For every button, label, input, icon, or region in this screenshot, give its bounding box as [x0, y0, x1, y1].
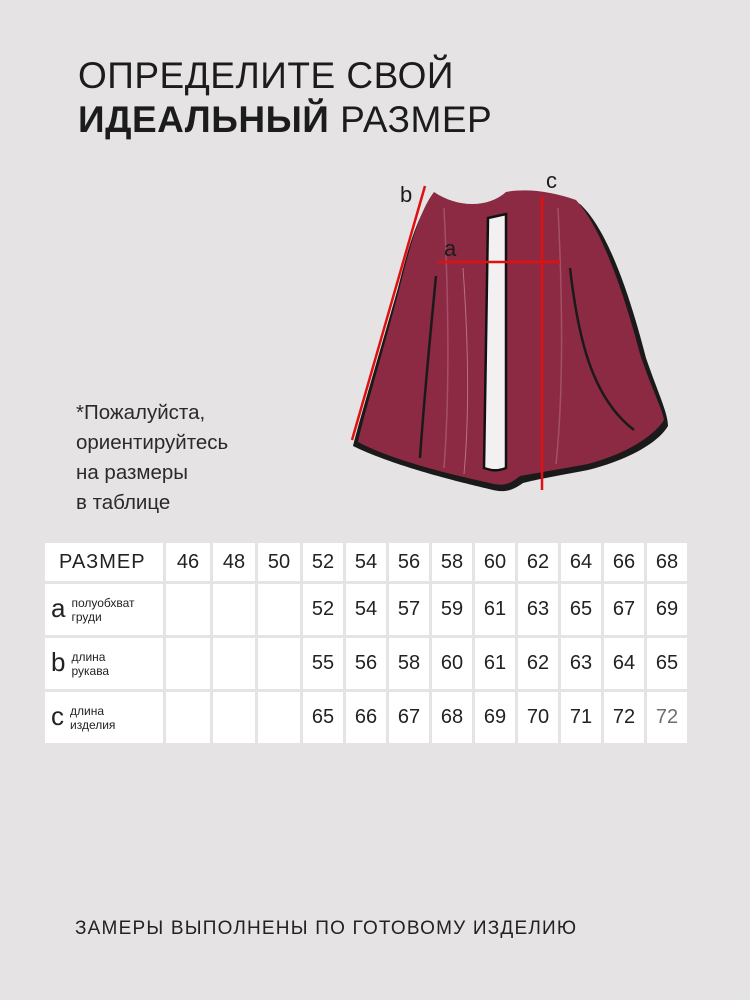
header-label: РАЗМЕР — [59, 550, 146, 573]
row-desc-line-2: груди — [71, 609, 102, 624]
value-cell: 62 — [518, 638, 558, 689]
value-cell — [258, 638, 300, 689]
size-cell: 48 — [213, 543, 255, 581]
note-line-3: на размеры — [76, 461, 189, 484]
value-cell: 68 — [432, 692, 472, 743]
page-title — [78, 54, 492, 142]
value-cell: 69 — [475, 692, 515, 743]
value-cell: 59 — [432, 584, 472, 635]
value-cell: 52 — [303, 584, 343, 635]
row-label-cell — [45, 638, 163, 689]
value-cell: 58 — [389, 638, 429, 689]
size-cell: 54 — [346, 543, 386, 581]
table-row — [45, 638, 687, 689]
size-cell: 60 — [475, 543, 515, 581]
title-rest-word: РАЗМЕР — [329, 99, 493, 140]
size-cell: 50 — [258, 543, 300, 581]
value-cell — [166, 638, 210, 689]
table-row — [45, 584, 687, 635]
row-desc-line-1: длина — [70, 703, 105, 718]
jacket-body — [358, 190, 664, 484]
row-letter: c — [51, 700, 64, 731]
title-bold-word: ИДЕАЛЬНЫЙ — [78, 99, 330, 140]
note-line-4: в таблице — [76, 491, 171, 514]
row-desc-line-2: рукава — [71, 663, 110, 678]
value-cell — [258, 584, 300, 635]
row-desc-line-2: изделия — [70, 717, 116, 732]
title-line-1: ОПРЕДЕЛИТЕ СВОЙ — [78, 55, 454, 96]
header-label-cell — [45, 543, 163, 581]
size-cell: 56 — [389, 543, 429, 581]
value-cell: 54 — [346, 584, 386, 635]
size-table — [42, 540, 690, 746]
value-cell: 56 — [346, 638, 386, 689]
value-cell: 72 — [647, 692, 687, 743]
value-cell — [258, 692, 300, 743]
footer-note: ЗАМЕРЫ ВЫПОЛНЕНЫ ПО ГОТОВОМУ ИЗДЕЛИЮ — [75, 918, 578, 939]
size-header-row — [45, 543, 687, 581]
value-cell — [166, 692, 210, 743]
value-cell: 67 — [389, 692, 429, 743]
value-cell — [213, 638, 255, 689]
value-cell: 71 — [561, 692, 601, 743]
label-b: b — [400, 182, 413, 207]
value-cell: 61 — [475, 584, 515, 635]
value-cell: 55 — [303, 638, 343, 689]
size-cell: 62 — [518, 543, 558, 581]
value-cell: 60 — [432, 638, 472, 689]
size-cell: 58 — [432, 543, 472, 581]
row-letter: a — [51, 592, 66, 623]
row-desc-line-1: полуобхват — [71, 595, 135, 610]
jacket-opening — [484, 214, 506, 470]
table-row — [45, 692, 687, 743]
size-cell: 52 — [303, 543, 343, 581]
value-cell: 57 — [389, 584, 429, 635]
row-label-cell — [45, 692, 163, 743]
value-cell: 63 — [518, 584, 558, 635]
value-cell — [213, 584, 255, 635]
label-c: c — [546, 168, 557, 193]
size-cell: 46 — [166, 543, 210, 581]
jacket-measurement-diagram — [338, 168, 683, 498]
title-line-2 — [78, 98, 492, 142]
value-cell: 65 — [561, 584, 601, 635]
row-desc-line-1: длина — [71, 649, 106, 664]
value-cell: 65 — [303, 692, 343, 743]
value-cell — [166, 584, 210, 635]
value-cell: 63 — [561, 638, 601, 689]
note-line-1: *Пожалуйста, — [76, 401, 206, 424]
value-cell: 70 — [518, 692, 558, 743]
value-cell: 69 — [647, 584, 687, 635]
size-note — [76, 398, 228, 518]
size-cell: 64 — [561, 543, 601, 581]
value-cell: 65 — [647, 638, 687, 689]
value-cell: 67 — [604, 584, 644, 635]
size-cell: 66 — [604, 543, 644, 581]
label-a: a — [444, 236, 457, 261]
note-line-2: ориентируйтесь — [76, 431, 229, 454]
size-cell: 68 — [647, 543, 687, 581]
value-cell: 61 — [475, 638, 515, 689]
value-cell: 72 — [604, 692, 644, 743]
value-cell — [213, 692, 255, 743]
row-label-cell — [45, 584, 163, 635]
row-letter: b — [51, 646, 66, 677]
value-cell: 64 — [604, 638, 644, 689]
value-cell: 66 — [346, 692, 386, 743]
